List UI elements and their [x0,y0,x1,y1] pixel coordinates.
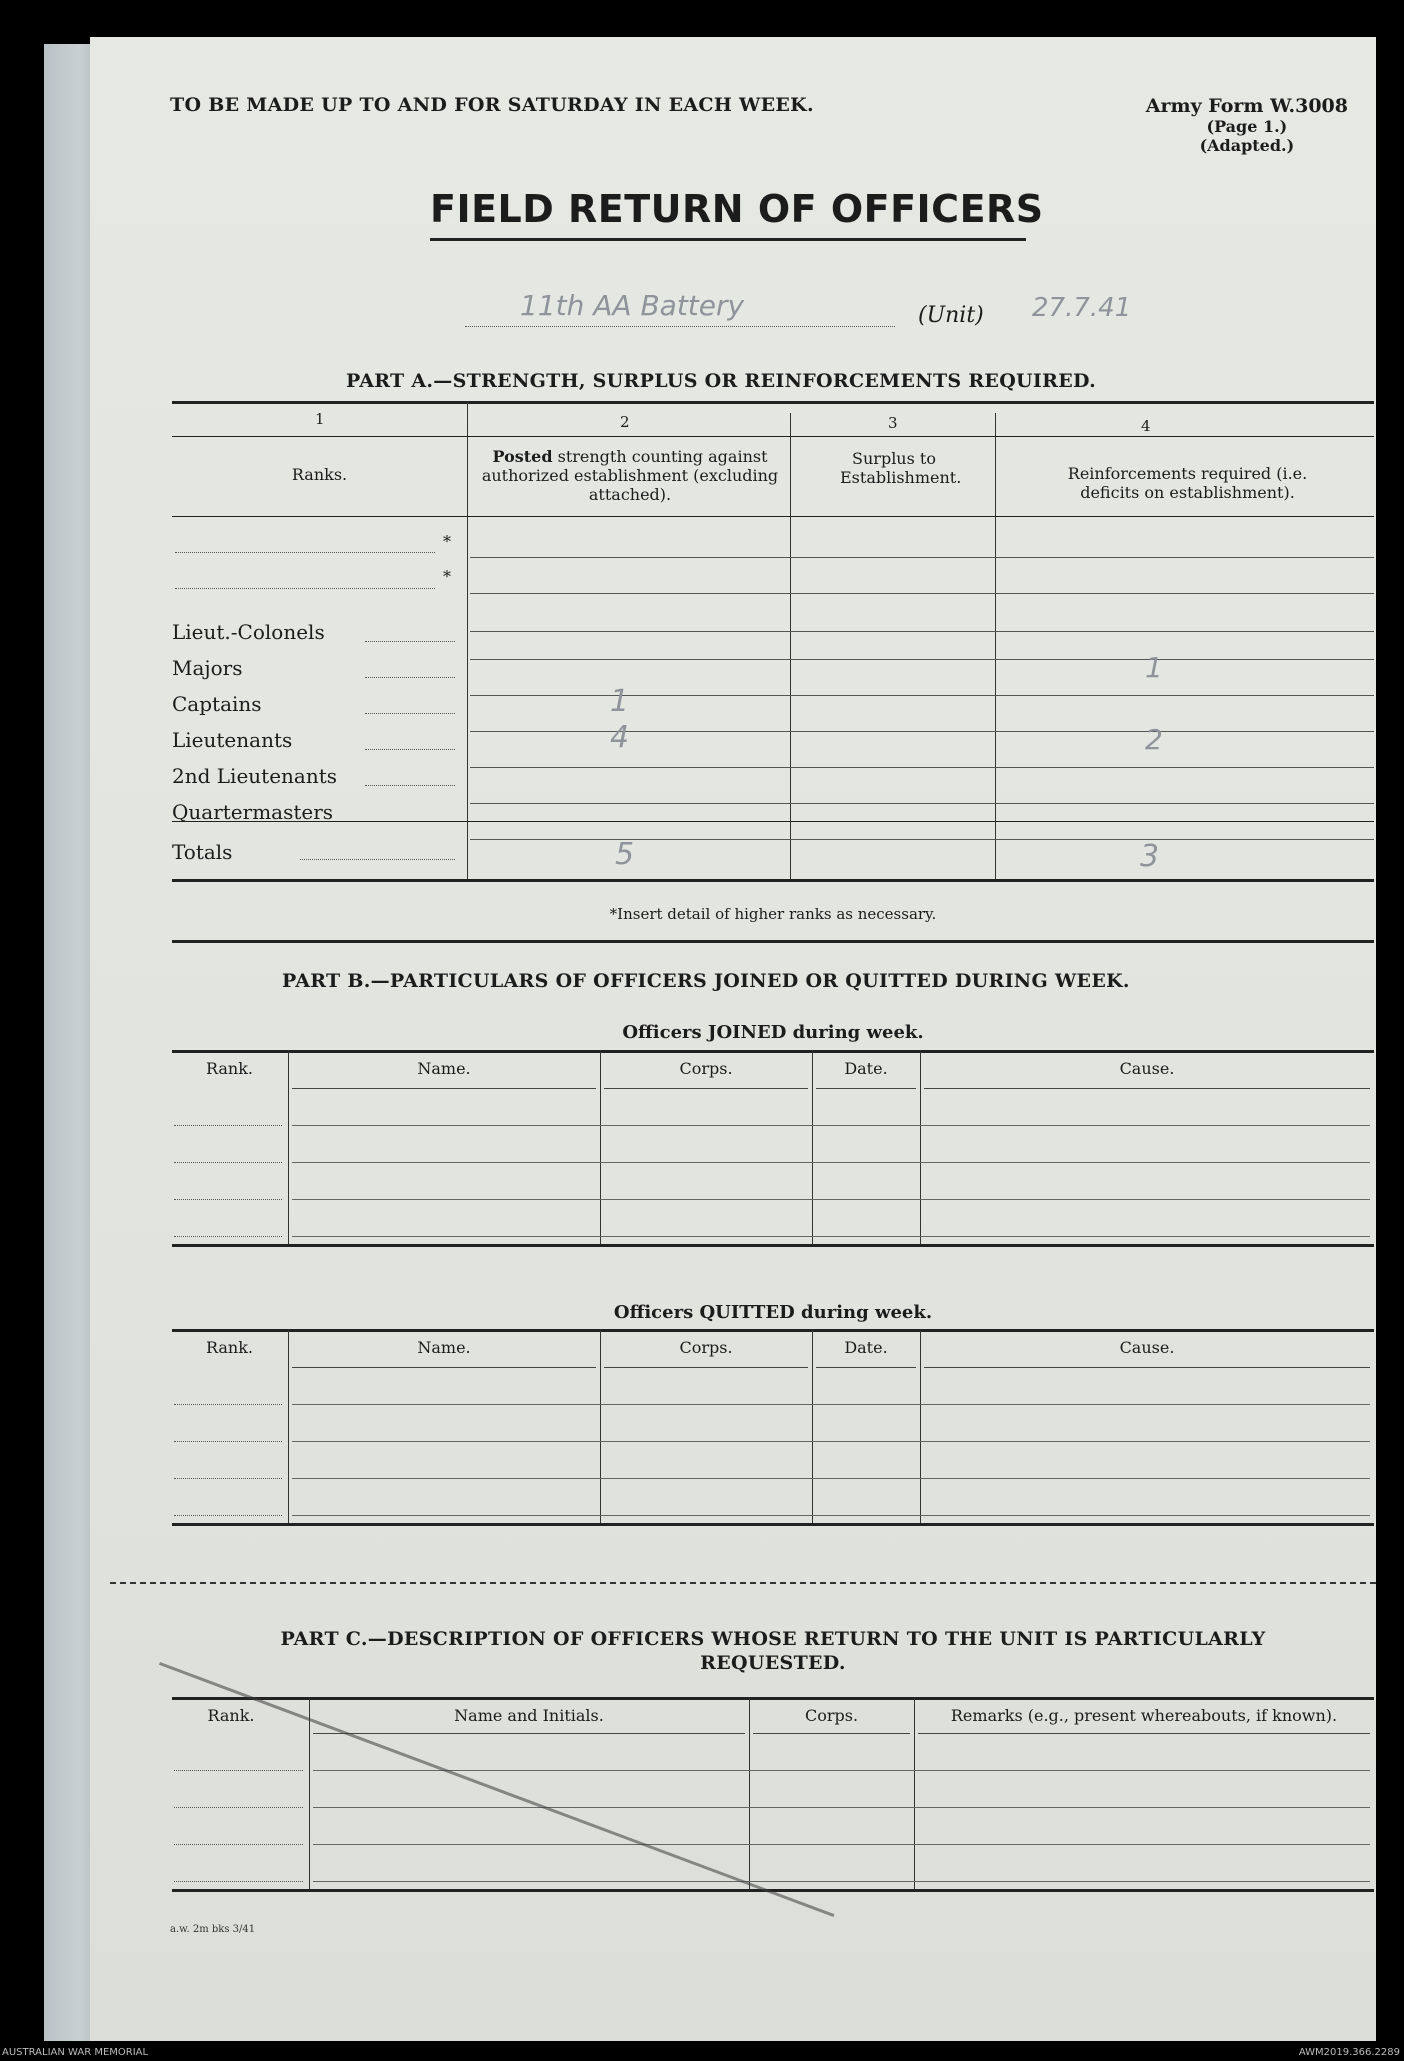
column-divider [812,1050,813,1244]
form-id-block [1146,95,1348,155]
col-number-rule [172,436,1374,437]
header-underline [604,1088,808,1089]
joined-keyword: JOINED [707,1022,787,1043]
header-underline [604,1367,808,1368]
part-c-heading-line2: REQUESTED. [700,1652,846,1674]
blank-rank-line-1 [175,552,435,553]
rank-dotted-line [174,1770,303,1771]
column-header: Corps. [804,1706,859,1725]
column-divider [914,1697,915,1889]
table-bottom-rule [172,1244,1374,1247]
rank-label: Lieutenants [172,728,293,752]
row-rule [313,1844,1370,1845]
value-row-rule [470,557,1374,558]
row-rule [292,1404,1370,1405]
rank-leader [365,749,455,750]
column-header: Date. [844,1338,888,1357]
column-divider [920,1050,921,1244]
column-header: Rank. [205,1059,254,1078]
unit-handwritten: 11th AA Battery [520,289,745,322]
column-divider [600,1050,601,1244]
totals-reinforcements: 3 [1140,839,1160,874]
rank-leader [365,785,455,786]
value-row-rule [470,731,1374,732]
column-header: Corps. [679,1059,733,1078]
date-handwritten: 27.7.41 [1032,293,1132,323]
column-divider [309,1697,310,1889]
page-number: (Page 1.) [1206,117,1288,136]
value-row-rule [470,803,1374,804]
rank-dotted-line [174,1478,282,1479]
column-divider [749,1697,750,1889]
rank-dotted-line [174,1162,282,1163]
column-header: Rank. [207,1706,255,1725]
value-row-rule [470,631,1374,632]
row-rule [292,1441,1370,1442]
column-divider [812,1329,813,1523]
value-row-rule [470,593,1374,594]
row-rule [292,1125,1370,1126]
rank-label: Lieut.-Colonels [172,620,325,644]
header-underline [313,1733,745,1734]
header-underline [292,1367,596,1368]
col-number-2: 2 [620,413,630,431]
column-divider [920,1329,921,1523]
quitted-heading: Officers QUITTED during week. [613,1302,933,1323]
reinforcement-value: 2 [1145,723,1163,756]
rank-dotted-line [174,1441,282,1442]
form-number: Army Form W.3008 [1145,95,1348,117]
header-underline [918,1733,1370,1734]
column-divider [288,1329,289,1523]
rank-dotted-line [174,1881,303,1882]
header-underline [816,1088,916,1089]
unit-dotted-line [465,326,895,327]
part-b-heading: PART B.—PARTICULARS OF OFFICERS JOINED OR QUITTED DURING WEEK. [282,970,1130,992]
row-rule [292,1515,1370,1516]
column-header: Name. [417,1338,471,1357]
rank-dotted-line [174,1125,282,1126]
adapted-note: (Adapted.) [1199,136,1295,155]
table-top-rule [172,1050,1374,1053]
table-top-rule [172,1697,1374,1700]
rank-dotted-line [174,1844,303,1845]
column-header: Date. [844,1059,888,1078]
col-divider-2 [790,413,791,879]
posted-bold: Posted [492,447,553,466]
row-rule [313,1770,1370,1771]
posted-rest: strength counting against authorized establishment (excluding attached). [481,447,779,504]
part-a-end-rule [172,940,1374,943]
value-row-rule [470,695,1374,696]
value-row-rule [470,767,1374,768]
perforation-line [110,1582,1376,1584]
unit-label: (Unit) [918,303,984,328]
credit-right: AWM2019.366.2289 [1298,2047,1400,2058]
paper-crease [159,1662,834,1917]
asterisk-1: * [443,532,451,551]
totals-leader [300,859,455,860]
column-header: Cause. [1119,1338,1175,1357]
credit-left: AUSTRALIAN WAR MEMORIAL [2,2047,149,2058]
rank-dotted-line [174,1236,282,1237]
row-rule [313,1881,1370,1882]
row-rule [292,1162,1370,1163]
rank-leader [365,641,455,642]
column-header: Cause. [1119,1059,1175,1078]
title-underline [430,238,1026,241]
posted-value: 1 [610,684,630,719]
col-divider-3 [995,413,996,879]
col-divider-1 [467,401,468,879]
part-a-footnote: *Insert detail of higher ranks as necessary. [609,905,937,923]
header-underline [924,1088,1370,1089]
table-top-rule [172,1329,1374,1332]
col-header-posted [475,447,785,504]
rank-label: 2nd Lieutenants [172,764,338,788]
quitted-keyword: QUITTED [699,1302,795,1323]
totals-posted: 5 [615,837,635,872]
form-title: FIELD RETURN OF OFFICERS [430,187,1044,231]
rank-label: Majors [172,656,243,680]
col-header-reinforcements: Reinforcements required (i.e. deficits on establishment). [1067,464,1308,502]
rank-label: Captains [172,692,262,716]
col-number-3: 3 [888,414,898,432]
rank-label: Quartermasters [172,800,334,824]
blank-rank-line-2 [175,588,435,589]
rank-leader [365,713,455,714]
column-divider [288,1050,289,1244]
column-header: Name and Initials. [454,1706,604,1725]
asterisk-2: * [443,567,451,586]
col-header-surplus: Surplus to Establishment. [840,449,962,487]
column-header: Corps. [679,1338,733,1357]
header-underline [753,1733,910,1734]
part-c-heading-line1: PART C.—DESCRIPTION OF OFFICERS WHOSE RETURN TO THE UNIT IS PARTICULARLY [280,1628,1266,1650]
totals-label: Totals [172,840,233,864]
value-row-rule [470,659,1374,660]
row-rule [292,1478,1370,1479]
header-underline [816,1367,916,1368]
rows-bottom-rule [172,821,1374,822]
rank-dotted-line [174,1515,282,1516]
rank-dotted-line [174,1807,303,1808]
column-header: Rank. [205,1338,254,1357]
rank-dotted-line [174,1404,282,1405]
row-rule [292,1236,1370,1237]
part-a-heading: PART A.—STRENGTH, SURPLUS OR REINFORCEMENTS REQUIRED. [346,370,1096,392]
column-header: Name. [417,1059,471,1078]
joined-heading: Officers JOINED during week. [622,1022,924,1043]
column-divider [600,1329,601,1523]
row-rule [292,1199,1370,1200]
rank-dotted-line [174,1199,282,1200]
print-code: a.w. 2m bks 3/41 [170,1924,256,1935]
table-bottom-rule [172,1523,1374,1526]
form-sheet [90,37,1376,2041]
value-row-rule [470,839,1374,840]
part-a-bottom-rule [172,879,1374,882]
header-underline [924,1367,1370,1368]
col-number-1: 1 [315,410,325,428]
reinforcement-value: 1 [1145,651,1163,684]
col-header-ranks: Ranks. [291,465,348,484]
row-rule [313,1807,1370,1808]
posted-value: 4 [610,720,630,755]
part-a-top-rule [172,401,1374,404]
col-number-4: 4 [1141,417,1151,435]
part-c-heading [172,1627,1374,1675]
column-header: Remarks (e.g., present whereabouts, if known). [950,1706,1338,1725]
header-underline [292,1088,596,1089]
rank-leader [365,677,455,678]
col-header-rule [172,516,1374,517]
instruction-text: TO BE MADE UP TO AND FOR SATURDAY IN EACH WEEK. [170,94,814,116]
